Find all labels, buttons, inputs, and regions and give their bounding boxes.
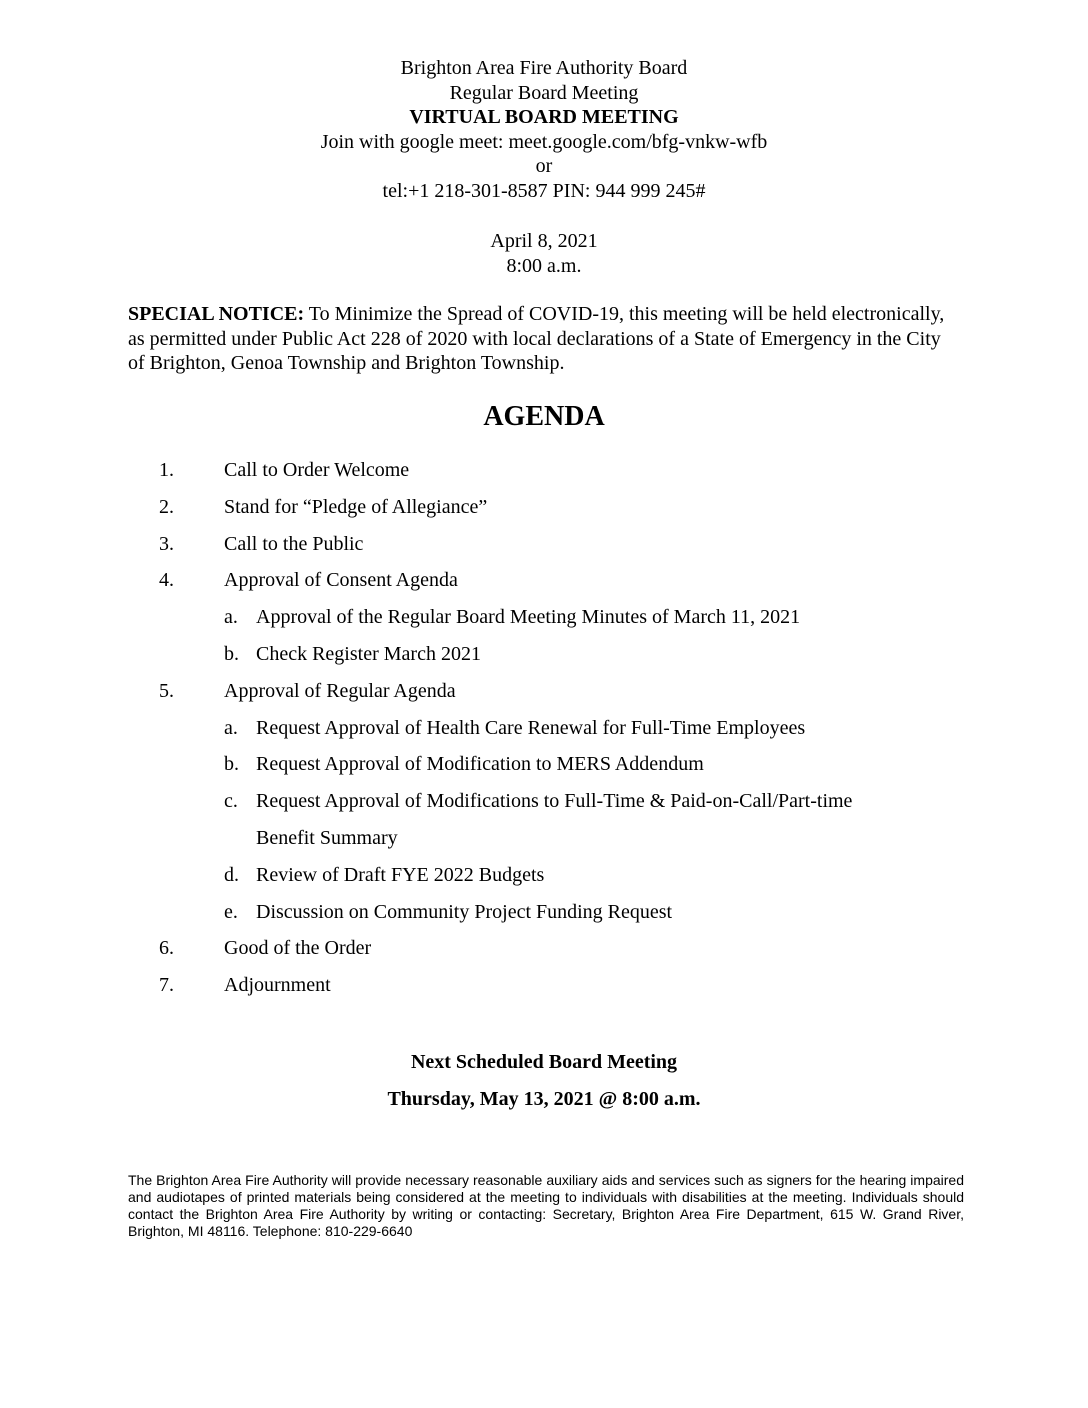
agenda-item-text: Stand for “Pledge of Allegiance” [224,495,488,518]
agenda-subitem-text: Approval of the Regular Board Meeting Minutes of March 11, 2021 [256,606,801,629]
agenda-subitem-letter: a. [224,716,238,739]
agenda-item-number: 5. [159,679,174,702]
agenda-subitem-text: Request Approval of Modifications to Full-Time & Paid-on-Call/Part-time [256,790,853,813]
header-meeting-type: Regular Board Meeting [449,81,639,104]
agenda-subitem [0,639,1088,676]
agenda-item [0,933,1088,970]
agenda-item [0,529,1088,566]
meeting-time: 8:00 a.m. [506,254,582,277]
agenda-item [0,492,1088,529]
agenda-subitem-letter: a. [224,606,238,629]
agenda-subitem-letter: b. [224,753,239,776]
agenda-title: AGENDA [483,401,605,432]
agenda-list [0,455,1088,1007]
agenda-item-number: 6. [159,937,174,960]
agenda-item-number: 4. [159,569,174,592]
agenda-item-text: Good of the Order [224,937,372,960]
agenda-subitem-letter: e. [224,900,238,923]
special-notice-text: To Minimize the Spread of COVID-19, this meeting will be held electronically, as permitted under Public Act 228 of 2020 with local declarations of a State of Emergency in the City of Brighton, Genoa Township and Brighton Township. [128,303,945,374]
agenda-subitem [0,602,1088,639]
agenda-item-number: 1. [159,459,174,481]
agenda-item-number: 2. [159,495,174,518]
meeting-date-block [0,229,1088,278]
agenda-item-text: Approval of Consent Agenda [224,569,458,592]
agenda-subitem [0,860,1088,897]
next-meeting [0,1044,1088,1118]
agenda-subitem-text: Check Register March 2021 [256,642,481,665]
agenda-item [0,565,1088,602]
agenda-item [0,455,1088,492]
meeting-header [0,56,1088,203]
agenda-subitem-continuation [0,823,1088,860]
agenda-subitem-letter: c. [224,790,238,813]
header-virtual-title: VIRTUAL BOARD MEETING [409,106,679,128]
next-meeting-datetime: Thursday, May 13, 2021 @ 8:00 a.m. [387,1088,701,1110]
agenda-subitem [0,897,1088,934]
header-or: or [535,155,553,177]
special-notice [128,302,958,376]
agenda-subitem-text: Request Approval of Modification to MERS Addendum [256,753,704,776]
agenda-item-text: Adjournment [224,974,331,997]
agenda-subitem-text: Benefit Summary [256,826,398,849]
agenda-subitem-text: Review of Draft FYE 2022 Budgets [256,863,545,886]
agenda-subitem-text: Request Approval of Health Care Renewal for Full-Time Employees [256,716,806,739]
agenda-subitem [0,749,1088,786]
header-google-meet-link: Join with google meet: meet.google.com/bfg-vnkw-wfb [320,130,768,153]
agenda-subitem [0,786,1088,823]
agenda-item [0,970,1088,1007]
header-org-name: Brighton Area Fire Authority Board [400,57,688,79]
agenda-subitem-text: Discussion on Community Project Funding Request [256,900,673,923]
agenda-subitem [0,713,1088,750]
agenda-item-text: Call to the Public [224,532,364,555]
agenda-item-number: 3. [159,532,174,555]
agenda-item-number: 7. [159,974,174,997]
agenda-item-text: Call to Order Welcome [224,459,410,481]
special-notice-label: SPECIAL NOTICE: [128,303,305,325]
agenda-subitem-letter: b. [224,642,239,665]
header-phone-pin: tel:+1 218-301-8587 PIN: 944 999 245# [382,179,706,202]
next-meeting-heading: Next Scheduled Board Meeting [410,1051,678,1073]
accessibility-footer: The Brighton Area Fire Authority will provide necessary reasonable auxiliary aids and services such as signers for the hearing impaired and audiotapes of printed materials being considered at the meeting to individuals with disabilities at the meeting. Individuals should contact the Brighton Area Fire Authority by writing or contacting: Secretary, Brighton Area Fire Department, 615 W. Grand River, Brighton, MI 48116. Telephone: 810-229-6640 [128,1172,964,1239]
agenda-subitem-letter: d. [224,863,239,886]
agenda-item [0,676,1088,713]
agenda-item-text: Approval of Regular Agenda [224,679,456,702]
meeting-date: April 8, 2021 [490,230,598,252]
